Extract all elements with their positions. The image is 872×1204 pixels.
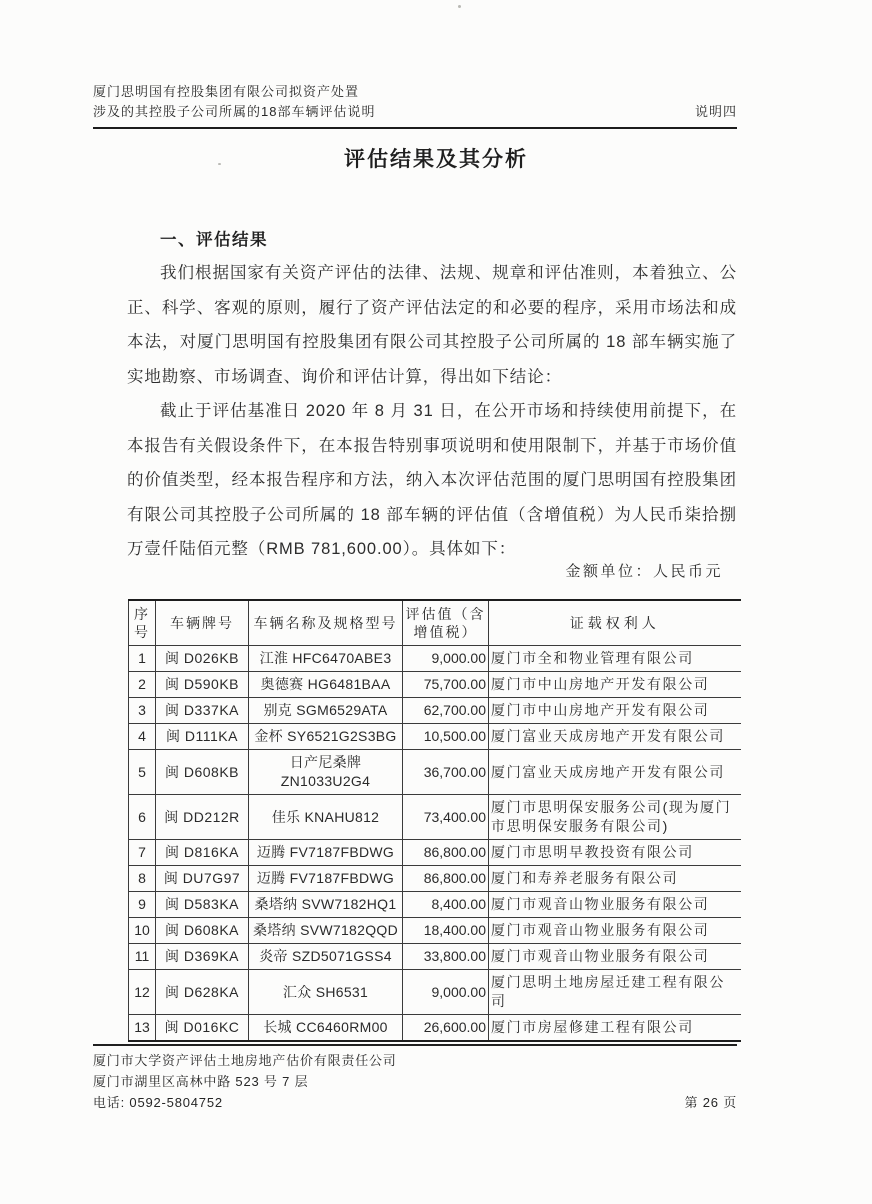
cell-owner: 厦门思明土地房屋迁建工程有限公司 (489, 970, 741, 1015)
table-row (129, 944, 741, 970)
cell-value: 33,800.00 (403, 944, 489, 970)
cell-owner: 厦门市思明保安服务公司(现为厦门市思明保安服务有限公司) (489, 795, 741, 840)
cell-index: 4 (129, 724, 156, 750)
footer-phone: 电话: 0592-5804752 (93, 1095, 223, 1110)
cell-index: 11 (129, 944, 156, 970)
cell-index: 8 (129, 866, 156, 892)
paragraph-1: 我们根据国家有关资产评估的法律、法规、规章和评估准则，本着独立、公正、科学、客观的原则，履行了资产评估法定的和必要的程序，采用市场法和成本法，对厦门思明国有控股集团有限公司其控股子公司所属的 18 部车辆实施了实地勘察、市场调查、询价和评估计算，得出如下结论： (127, 264, 737, 386)
cell-plate: 闽 D337KA (156, 698, 249, 724)
footer-address: 厦门市湖里区高林中路 523 号 7 层 (93, 1074, 309, 1089)
scan-artifact (458, 5, 461, 8)
section-heading: 一、评估结果 (160, 231, 268, 249)
cell-value: 75,700.00 (403, 672, 489, 698)
cell-value: 73,400.00 (403, 795, 489, 840)
cell-value: 86,800.00 (403, 840, 489, 866)
cell-vehicle: 桑塔纳 SVW7182QQD (249, 918, 403, 944)
cell-plate: 闽 D016KC (156, 1015, 249, 1042)
cell-index: 6 (129, 795, 156, 840)
cell-owner: 厦门富业天成房地产开发有限公司 (489, 750, 741, 795)
table-row (129, 672, 741, 698)
cell-vehicle: 汇众 SH6531 (249, 970, 403, 1015)
page-number: 第 26 页 (684, 1095, 737, 1110)
valuation-table (128, 599, 741, 1042)
cell-owner: 厦门市观音山物业服务有限公司 (489, 944, 741, 970)
currency-unit-note: 金额单位：人民币元 (565, 563, 723, 580)
cell-plate: 闽 D816KA (156, 840, 249, 866)
cell-vehicle: 桑塔纳 SVW7182HQ1 (249, 892, 403, 918)
table-header-row (129, 600, 741, 646)
cell-plate: 闽 D026KB (156, 646, 249, 672)
cell-owner: 厦门和寿养老服务有限公司 (489, 866, 741, 892)
cell-index: 12 (129, 970, 156, 1015)
col-header-plate: 车辆牌号 (156, 600, 249, 646)
header-line-1: 厦门思明国有控股集团有限公司拟资产处置 (93, 84, 360, 99)
cell-vehicle: 别克 SGM6529ATA (249, 698, 403, 724)
table-row (129, 866, 741, 892)
cell-plate: 闽 D608KA (156, 918, 249, 944)
cell-vehicle: 迈腾 FV7187FBDWG (249, 840, 403, 866)
cell-value: 26,600.00 (403, 1015, 489, 1042)
cell-vehicle: 迈腾 FV7187FBDWG (249, 866, 403, 892)
cell-index: 9 (129, 892, 156, 918)
cell-vehicle: 炎帝 SZD5071GSS4 (249, 944, 403, 970)
cell-owner: 厦门市中山房地产开发有限公司 (489, 672, 741, 698)
page-title: 评估结果及其分析 (344, 148, 528, 171)
header-line-2: 涉及的其控股子公司所属的18部车辆评估说明 (93, 104, 376, 119)
cell-value: 9,000.00 (403, 970, 489, 1015)
cell-index: 10 (129, 918, 156, 944)
cell-vehicle: 奥德赛 HG6481BAA (249, 672, 403, 698)
cell-index: 2 (129, 672, 156, 698)
table-row (129, 840, 741, 866)
cell-vehicle: 长城 CC6460RM00 (249, 1015, 403, 1042)
cell-owner: 厦门市观音山物业服务有限公司 (489, 892, 741, 918)
footer-company: 厦门市大学资产评估土地房地产估价有限责任公司 (93, 1053, 397, 1068)
cell-owner: 厦门市房屋修建工程有限公司 (489, 1015, 741, 1042)
table-row (129, 795, 741, 840)
cell-owner: 厦门富业天成房地产开发有限公司 (489, 724, 741, 750)
col-header-index: 序号 (129, 600, 156, 646)
cell-vehicle: 金杯 SY6521G2S3BG (249, 724, 403, 750)
cell-value: 62,700.00 (403, 698, 489, 724)
cell-owner: 厦门市中山房地产开发有限公司 (489, 698, 741, 724)
cell-value: 36,700.00 (403, 750, 489, 795)
table-row (129, 918, 741, 944)
col-header-value: 评估值（含增值税） (403, 600, 489, 646)
table-row (129, 892, 741, 918)
cell-plate: 闽 D369KA (156, 944, 249, 970)
table-row (129, 970, 741, 1015)
body-text (127, 256, 737, 567)
header-side-label: 说明四 (694, 104, 737, 119)
table-row (129, 1015, 741, 1042)
table-body (129, 646, 741, 1042)
cell-plate: 闽 D590KB (156, 672, 249, 698)
table-row (129, 750, 741, 795)
cell-index: 7 (129, 840, 156, 866)
cell-index: 3 (129, 698, 156, 724)
cell-owner: 厦门市全和物业管理有限公司 (489, 646, 741, 672)
cell-value: 9,000.00 (403, 646, 489, 672)
cell-value: 8,400.00 (403, 892, 489, 918)
col-header-owner: 证载权利人 (489, 600, 741, 646)
table-row (129, 646, 741, 672)
cell-value: 18,400.00 (403, 918, 489, 944)
cell-vehicle: 佳乐 KNAHU812 (249, 795, 403, 840)
cell-plate: 闽 D111KA (156, 724, 249, 750)
col-header-name: 车辆名称及规格型号 (249, 600, 403, 646)
cell-vehicle: 日产尼桑牌 ZN1033U2G4 (249, 750, 403, 795)
running-footer (93, 1044, 737, 1113)
cell-plate: 闽 D583KA (156, 892, 249, 918)
paragraph-2: 截止于评估基准日 2020 年 8 月 31 日，在公开市场和持续使用前提下，在本报告有关假设条件下，在本报告特别事项说明和使用限制下，并基于市场价值的价值类型，经本报告程序和方法，纳入本次评估范围的厦门思明国有控股集团有限公司其控股子公司所属的 18 部车辆的评估值（含增值税）为人民币柒拾捌万壹仟陆佰元整（RMB 781,600.00）。具体如下： (127, 402, 737, 558)
table-row (129, 724, 741, 750)
cell-plate: 闽 D628KA (156, 970, 249, 1015)
running-header (93, 82, 737, 129)
cell-value: 10,500.00 (403, 724, 489, 750)
cell-vehicle: 江淮 HFC6470ABE3 (249, 646, 403, 672)
table-row (129, 698, 741, 724)
cell-plate: 闽 D608KB (156, 750, 249, 795)
cell-owner: 厦门市思明早教投资有限公司 (489, 840, 741, 866)
cell-plate: 闽 DD212R (156, 795, 249, 840)
cell-owner: 厦门市观音山物业服务有限公司 (489, 918, 741, 944)
cell-index: 5 (129, 750, 156, 795)
cell-plate: 闽 DU7G97 (156, 866, 249, 892)
cell-index: 1 (129, 646, 156, 672)
cell-index: 13 (129, 1015, 156, 1042)
cell-value: 86,800.00 (403, 866, 489, 892)
